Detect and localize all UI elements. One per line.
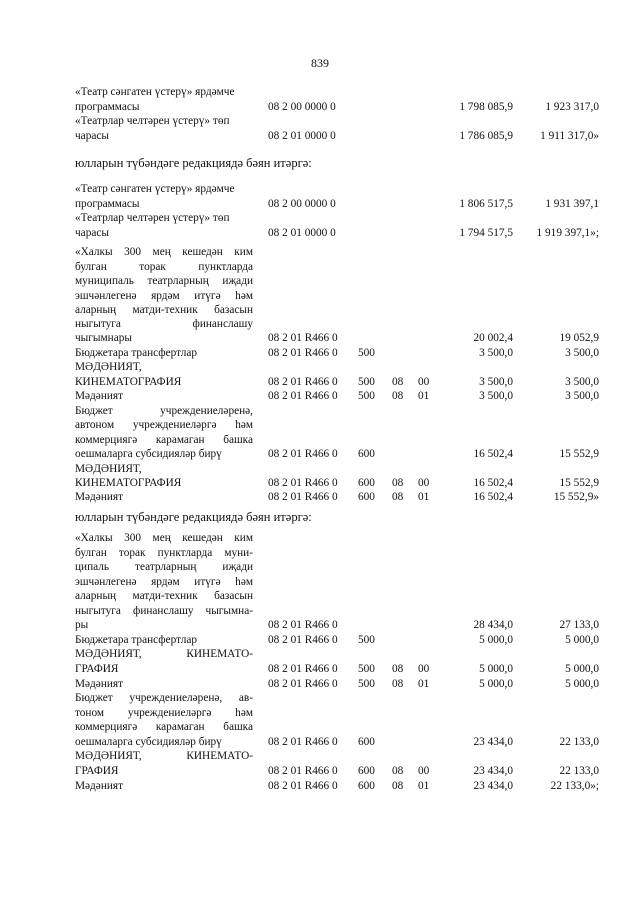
row-v2: 19 052,9	[559, 332, 599, 344]
row-vr: 500	[358, 678, 375, 690]
row-description: КИНЕМАТОГРАФИЯ	[75, 477, 182, 489]
table-row	[0, 433, 640, 448]
row-vr: 600	[358, 477, 375, 489]
row-v2: 15 552,9»	[553, 491, 599, 503]
row-v1: 16 502,4	[473, 491, 513, 503]
table-row	[0, 245, 640, 260]
row-description: тоном учреждениеләргә һәм	[75, 707, 253, 719]
row-description: ныгытуга финанслашу чыгымна-	[75, 605, 253, 617]
row-description: муниципаль театрларның иҗади	[75, 275, 253, 287]
row-code: 08 2 01 R466 0	[268, 347, 338, 359]
table-row	[0, 100, 640, 115]
row-v1: 5 000,0	[479, 678, 513, 690]
row-v1: 5 000,0	[479, 634, 513, 646]
row-sub: 00	[418, 663, 430, 675]
row-vr: 500	[358, 663, 375, 675]
amendment-heading: юлларын түбәндәге редакциядә бәян итәргә:	[75, 510, 312, 524]
row-description: Бюджет учреждениеләренә, ав-	[75, 692, 253, 704]
table-row	[0, 346, 640, 361]
row-description: аларның матди-техник базасын	[75, 590, 253, 602]
row-v1: 1 786 085,9	[459, 130, 513, 142]
row-sub: 01	[418, 780, 430, 792]
row-vr: 600	[358, 448, 375, 460]
row-description: булган торак пунктларда	[75, 261, 253, 273]
row-v2: 15 552,9	[559, 477, 599, 489]
row-description: эшчәнлегенә ярдәм итүгә һәм	[75, 290, 253, 302]
row-sub: 01	[418, 678, 430, 690]
row-description: «Халкы 300 мең кешедән ким	[75, 532, 253, 544]
table-row	[0, 85, 640, 100]
row-code: 08 2 01 R466 0	[268, 332, 338, 344]
row-sec: 08	[392, 477, 404, 489]
table-row	[0, 211, 640, 226]
row-description: коммерциягә карамаган башка	[75, 434, 253, 446]
row-description: КИНЕМАТОГРАФИЯ	[75, 376, 182, 388]
table-row	[0, 633, 640, 648]
row-v2: 22 133,0	[559, 736, 599, 748]
row-v1: 1 794 517,5	[459, 227, 513, 239]
row-description: оешмаларга субсидияләр бирү	[75, 448, 222, 460]
row-vr: 500	[358, 390, 375, 402]
row-v1: 23 434,0	[473, 765, 513, 777]
row-sub: 01	[418, 390, 430, 402]
row-description: ры	[75, 619, 89, 631]
table-row	[0, 317, 640, 332]
row-code: 08 2 01 R466 0	[268, 634, 338, 646]
row-v1: 28 434,0	[473, 619, 513, 631]
row-v1: 23 434,0	[473, 780, 513, 792]
row-code: 08 2 01 R466 0	[268, 491, 338, 503]
row-sec: 08	[392, 678, 404, 690]
row-v2: 1 919 397,1»;	[536, 227, 599, 239]
table-row	[0, 375, 640, 390]
row-vr: 500	[358, 634, 375, 646]
row-sec: 08	[392, 765, 404, 777]
row-vr: 500	[358, 347, 375, 359]
table-row	[0, 749, 640, 764]
row-v2: 22 133,0	[559, 765, 599, 777]
table-row	[0, 129, 640, 144]
row-code: 08 2 00 0000 0	[268, 101, 336, 113]
row-description: Мәдәният	[75, 678, 124, 690]
table-row	[0, 662, 640, 677]
table-row	[0, 589, 640, 604]
row-description: чарасы	[75, 227, 109, 239]
row-description: «Театрлар челтәрен үстерү» төп	[75, 115, 230, 127]
table-row	[0, 114, 640, 129]
row-description: булган торак пунктларда муни-	[75, 547, 253, 559]
row-description: Мәдәният	[75, 780, 124, 792]
table-row	[0, 226, 640, 241]
amendment-heading: юлларын түбәндәге редакциядә бәян итәргә:	[75, 156, 312, 170]
table-row	[0, 447, 640, 462]
row-v2: 3 500,0	[565, 376, 599, 388]
table-row	[0, 604, 640, 619]
row-v2: 3 500,0	[565, 390, 599, 402]
row-code: 08 2 01 R466 0	[268, 736, 338, 748]
table-row	[0, 182, 640, 197]
table-row	[0, 764, 640, 779]
row-v1: 23 434,0	[473, 736, 513, 748]
row-description: ныгытуга финанслашу	[75, 318, 253, 330]
table-row	[0, 260, 640, 275]
row-sub: 00	[418, 477, 430, 489]
row-vr: 600	[358, 765, 375, 777]
row-description: автоном учреждениеләргә һәм	[75, 419, 253, 431]
table-row	[0, 404, 640, 419]
row-description: Бюджет учреждениеләренә,	[75, 405, 253, 417]
row-v2: 27 133,0	[559, 619, 599, 631]
row-description: «Театр сәнгатен үстерү» ярдәмче	[75, 86, 235, 98]
row-sec: 08	[392, 663, 404, 675]
row-description: «Театрлар челтәрен үстерү» төп	[75, 212, 230, 224]
row-code: 08 2 01 R466 0	[268, 765, 338, 777]
row-sec: 08	[392, 780, 404, 792]
table-row	[0, 289, 640, 304]
table-row	[0, 418, 640, 433]
page-number: 839	[311, 56, 329, 70]
row-v2: 3 500,0	[565, 347, 599, 359]
row-description: оешмаларга субсидияләр бирү	[75, 736, 222, 748]
row-v2: 5 000,0	[565, 663, 599, 675]
table-row	[0, 618, 640, 633]
row-code: 08 2 01 R466 0	[268, 376, 338, 388]
row-description: коммерциягә карамаган башка	[75, 721, 253, 733]
row-v1: 16 502,4	[473, 477, 513, 489]
row-code: 08 2 01 R466 0	[268, 678, 338, 690]
table-row	[0, 462, 640, 477]
table-row	[0, 476, 640, 491]
row-sec: 08	[392, 376, 404, 388]
row-sec: 08	[392, 390, 404, 402]
row-vr: 600	[358, 491, 375, 503]
row-sub: 00	[418, 376, 430, 388]
row-code: 08 2 00 0000 0	[268, 198, 336, 210]
table-row	[0, 197, 640, 212]
row-description: ГРАФИЯ	[75, 663, 119, 675]
row-description: программасы	[75, 198, 140, 210]
table-row	[0, 677, 640, 692]
row-description: «Халкы 300 мең кешедән ким	[75, 246, 253, 258]
table-row	[0, 691, 640, 706]
row-code: 08 2 01 R466 0	[268, 390, 338, 402]
row-description: ГРАФИЯ	[75, 765, 119, 777]
row-vr: 600	[358, 780, 375, 792]
row-description: МӘДӘНИЯТ,	[75, 361, 142, 373]
row-v1: 3 500,0	[479, 347, 513, 359]
row-v1: 3 500,0	[479, 390, 513, 402]
table-row	[0, 546, 640, 561]
row-vr: 600	[358, 736, 375, 748]
row-description: эшчәнлегенә ярдәм итүгә һәм	[75, 576, 253, 588]
row-description: Бюджетара трансфертлар	[75, 634, 198, 646]
row-sec: 08	[392, 491, 404, 503]
row-description: чыгымнары	[75, 332, 132, 344]
row-v2: 1 931 397,1	[545, 198, 599, 210]
row-description: Мәдәният	[75, 390, 124, 402]
row-v2: 1 911 317,0»	[540, 130, 599, 142]
row-v2: 5 000,0	[565, 678, 599, 690]
row-code: 08 2 01 R466 0	[268, 663, 338, 675]
row-description: Мәдәният	[75, 491, 124, 503]
table-row	[0, 274, 640, 289]
table-row	[0, 575, 640, 590]
table-row	[0, 735, 640, 750]
row-description: МӘДӘНИЯТ,	[75, 463, 142, 475]
row-v1: 5 000,0	[479, 663, 513, 675]
table-row	[0, 706, 640, 721]
row-description: «Театр сәнгатен үстерү» ярдәмче	[75, 183, 235, 195]
table-row	[0, 531, 640, 546]
row-sub: 01	[418, 491, 430, 503]
row-description: МӘДӘНИЯТ, КИНЕМАТО-	[75, 648, 253, 660]
table-row	[0, 360, 640, 375]
table-row	[0, 647, 640, 662]
row-code: 08 2 01 R466 0	[268, 780, 338, 792]
table-row	[0, 560, 640, 575]
row-v1: 1 806 517,5	[459, 198, 513, 210]
row-code: 08 2 01 R466 0	[268, 477, 338, 489]
row-v1: 1 798 085,9	[459, 101, 513, 113]
table-row	[0, 779, 640, 794]
row-description: программасы	[75, 101, 140, 113]
row-v2: 22 133,0»;	[550, 780, 599, 792]
row-description: ципаль театрларның иҗади	[75, 561, 253, 573]
row-description: аларның матди-техник базасын	[75, 304, 253, 316]
table-row	[0, 490, 640, 505]
row-v2: 5 000,0	[565, 634, 599, 646]
row-v1: 20 002,4	[473, 332, 513, 344]
row-code: 08 2 01 0000 0	[268, 130, 336, 142]
row-code: 08 2 01 0000 0	[268, 227, 336, 239]
row-v1: 16 502,4	[473, 448, 513, 460]
row-code: 08 2 01 R466 0	[268, 619, 338, 631]
row-v2: 1 923 317,0	[545, 101, 599, 113]
row-v2: 15 552,9	[559, 448, 599, 460]
row-vr: 500	[358, 376, 375, 388]
table-row	[0, 303, 640, 318]
row-v1: 3 500,0	[479, 376, 513, 388]
row-code: 08 2 01 R466 0	[268, 448, 338, 460]
row-description: Бюджетара трансфертлар	[75, 347, 198, 359]
row-description: МӘДӘНИЯТ, КИНЕМАТО-	[75, 750, 253, 762]
table-row	[0, 389, 640, 404]
table-row	[0, 331, 640, 346]
table-row	[0, 720, 640, 735]
row-sub: 00	[418, 765, 430, 777]
row-description: чарасы	[75, 130, 109, 142]
